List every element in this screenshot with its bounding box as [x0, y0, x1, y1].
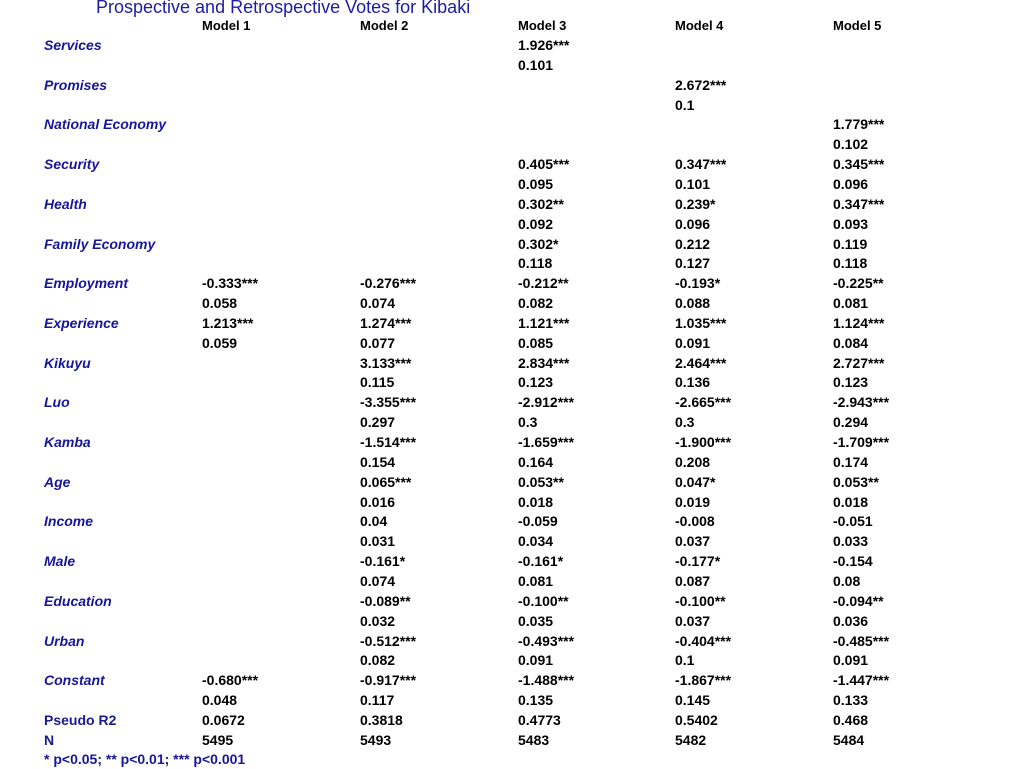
table-cell: -0.485*** [833, 632, 890, 649]
table-cell: 1.926*** [518, 37, 570, 53]
stat-row [0, 710, 1024, 730]
coefficient-row [0, 313, 1024, 333]
table-cell: -0.404*** [675, 632, 732, 649]
table-cell: 0.3 [675, 414, 695, 431]
table-cell: 0.347*** [833, 195, 885, 212]
table-cell: 5493 [360, 731, 392, 748]
table-cell: 0.035 [518, 612, 554, 629]
table-cell: -0.276*** [360, 275, 417, 292]
standard-error-row [0, 452, 1024, 472]
coefficient-row [0, 392, 1024, 412]
table-cell: 5482 [675, 731, 707, 748]
table-cell: 0.115 [360, 374, 395, 391]
table-cell: -3.355*** [360, 394, 417, 411]
row-label: National Economy [44, 116, 167, 133]
table-cell: 0.405*** [518, 156, 570, 173]
table-cell: 0.074 [360, 572, 396, 589]
table-cell: -0.917*** [360, 672, 417, 689]
row-label: N [44, 731, 55, 748]
table-cell: -0.100** [675, 592, 726, 609]
standard-error-row [0, 372, 1024, 392]
row-label: Family Economy [44, 235, 156, 252]
table-cell: 0.102 [833, 136, 869, 153]
table-cell: 0.119 [833, 235, 868, 252]
table-cell: 0.088 [675, 295, 711, 312]
standard-error-row [0, 531, 1024, 551]
table-cell: 0.174 [833, 453, 869, 470]
table-cell: 0.084 [833, 334, 869, 351]
standard-error-row [0, 412, 1024, 432]
table-cell: 0.468 [833, 711, 869, 728]
standard-error-row [0, 571, 1024, 591]
standard-error-row [0, 333, 1024, 353]
table-cell: 0.085 [518, 334, 554, 351]
table-cell: 0.135 [518, 692, 554, 709]
table-cell: 0.053** [833, 473, 879, 490]
table-cell: 0.059 [202, 334, 238, 351]
table-cell: -2.912*** [518, 394, 575, 411]
table-cell: 0.033 [833, 533, 869, 550]
table-cell: 0.145 [675, 692, 711, 709]
row-label: Urban [44, 632, 85, 649]
standard-error-row [0, 55, 1024, 75]
table-cell: 0.092 [518, 215, 554, 232]
table-cell: 0.345*** [833, 156, 885, 173]
table-cell: 0.091 [518, 652, 554, 669]
table-cell: -1.867*** [675, 672, 732, 689]
table-cell: 0.053** [518, 473, 564, 490]
table-cell: 0.031 [360, 533, 396, 550]
table-cell: 0.3818 [360, 711, 403, 728]
table-cell: -0.094** [833, 592, 884, 609]
table-cell: 0.3 [518, 414, 538, 431]
table-cell: -0.051 [833, 513, 873, 530]
row-label: Employment [44, 275, 129, 292]
standard-error-row [0, 690, 1024, 710]
table-cell: 1.035*** [675, 314, 727, 331]
table-cell: 0.081 [833, 295, 869, 312]
table-cell: -0.100** [518, 592, 569, 609]
table-cell: 0.133 [833, 692, 869, 709]
table-cell: -0.177* [675, 553, 721, 570]
table-cell: 0.034 [518, 533, 554, 550]
table-cell: -1.447*** [833, 672, 890, 689]
table-cell: 0.101 [518, 56, 554, 73]
stat-row [0, 730, 1024, 750]
standard-error-row [0, 134, 1024, 154]
standard-error-row [0, 174, 1024, 194]
coefficient-row [0, 551, 1024, 571]
coefficient-row [0, 670, 1024, 690]
table-cell: 5484 [833, 731, 865, 748]
table-cell: -0.225** [833, 275, 884, 292]
table-cell: -1.514*** [360, 434, 417, 450]
coefficient-row [0, 353, 1024, 373]
table-cell: 0.082 [360, 652, 396, 669]
table-cell: 0.074 [360, 295, 396, 312]
standard-error-row [0, 650, 1024, 670]
table-cell: 0.208 [675, 453, 711, 470]
table-cell: 0.154 [360, 453, 396, 470]
row-label: Pseudo R2 [44, 711, 117, 728]
table-cell: -0.333*** [202, 275, 259, 292]
table-cell: 0.302** [518, 195, 564, 212]
row-label: Promises [44, 76, 108, 93]
table-cell: 1.121*** [518, 314, 570, 331]
standard-error-row [0, 253, 1024, 273]
table-cell: 0.164 [518, 453, 554, 470]
table-cell: -2.943*** [833, 394, 890, 411]
table-cell: 0.136 [675, 374, 711, 391]
significance-footnote: * p<0.05; ** p<0.01; *** p<0.001 [44, 751, 246, 767]
table-cell: 0.04 [360, 513, 388, 530]
column-header-model-3: Model 3 [518, 18, 567, 33]
table-cell: 3.133*** [360, 354, 412, 371]
table-cell: 2.464*** [675, 354, 727, 371]
standard-error-row [0, 293, 1024, 313]
coefficient-row [0, 234, 1024, 254]
coefficient-row [0, 35, 1024, 55]
row-label: Education [44, 592, 112, 609]
table-cell: 0.036 [833, 612, 869, 629]
row-label: Kamba [44, 434, 91, 450]
table-cell: 0.127 [675, 255, 711, 272]
table-cell: -0.161* [518, 553, 564, 570]
table-cell: -0.212** [518, 275, 569, 292]
table-cell: 1.779*** [833, 116, 885, 133]
table-cell: 5495 [202, 731, 234, 748]
table-cell: -1.488*** [518, 672, 575, 689]
table-cell: -0.161* [360, 553, 406, 570]
table-cell: -1.709*** [833, 434, 890, 450]
row-label: Male [44, 553, 76, 570]
row-label: Luo [44, 394, 70, 411]
table-cell: 0.037 [675, 533, 711, 550]
coefficient-row [0, 432, 1024, 452]
row-label: Age [44, 473, 71, 490]
table-cell: 0.077 [360, 334, 396, 351]
table-cell: 2.672*** [675, 76, 727, 93]
table-cell: 0.016 [360, 493, 396, 510]
table-cell: 0.302* [518, 235, 559, 252]
coefficient-row [0, 194, 1024, 214]
table-cell: 0.1 [675, 96, 695, 113]
table-cell: 0.047* [675, 473, 716, 490]
row-label: Services [44, 37, 102, 53]
table-cell: 0.117 [360, 692, 395, 709]
table-cell: 0.212 [675, 235, 711, 252]
table-cell: -0.493*** [518, 632, 575, 649]
table-cell: 2.834*** [518, 354, 570, 371]
table-cell: 0.048 [202, 692, 238, 709]
row-label: Health [44, 195, 87, 212]
standard-error-row [0, 95, 1024, 115]
table-cell: 0.5402 [675, 711, 718, 728]
table-cell: 5483 [518, 731, 550, 748]
table-cell: -0.512*** [360, 632, 417, 649]
table-cell: -2.665*** [675, 394, 732, 411]
row-label: Security [44, 156, 100, 173]
coefficient-row [0, 631, 1024, 651]
table-cell: 2.727*** [833, 354, 885, 371]
column-header-model-1: Model 1 [202, 18, 251, 33]
table-cell: 0.032 [360, 612, 396, 629]
standard-error-row [0, 214, 1024, 234]
table-cell: 0.118 [833, 255, 868, 272]
row-label: Constant [44, 672, 105, 689]
standard-error-row [0, 611, 1024, 631]
coefficient-row [0, 75, 1024, 95]
table-cell: 0.239* [675, 195, 716, 212]
coefficient-row [0, 591, 1024, 611]
table-cell: 0.0672 [202, 711, 245, 728]
table-title: Prospective and Retrospective Votes for Kibaki [96, 0, 471, 17]
table-cell: 1.124*** [833, 314, 885, 331]
row-label: Experience [44, 314, 119, 331]
table-cell: 0.037 [675, 612, 711, 629]
table-cell: 0.087 [675, 572, 711, 589]
table-cell: 0.123 [833, 374, 869, 391]
table-cell: 0.018 [518, 493, 554, 510]
table-cell: 0.065*** [360, 473, 412, 490]
coefficient-row [0, 511, 1024, 531]
table-cell: 0.096 [675, 215, 711, 232]
coefficient-row [0, 154, 1024, 174]
table-cell: 0.018 [833, 493, 869, 510]
standard-error-row [0, 492, 1024, 512]
table-cell: 0.101 [675, 175, 711, 192]
table-cell: -1.659*** [518, 434, 575, 450]
table-cell: -0.193* [675, 275, 721, 292]
table-cell: 0.082 [518, 295, 554, 312]
table-cell: -0.008 [675, 513, 715, 530]
coefficient-row [0, 114, 1024, 134]
table-cell: -0.154 [833, 553, 873, 570]
row-label: Income [44, 513, 94, 530]
table-cell: 0.297 [360, 414, 396, 431]
table-cell: -0.680*** [202, 672, 259, 689]
table-cell: 0.091 [675, 334, 711, 351]
table-cell: 1.274*** [360, 314, 412, 331]
table-cell: 0.096 [833, 175, 869, 192]
coefficient-row [0, 472, 1024, 492]
table-cell: -0.059 [518, 513, 558, 530]
coefficient-row [0, 273, 1024, 293]
table-cell: 0.4773 [518, 711, 561, 728]
table-cell: -1.900*** [675, 434, 732, 450]
column-header-model-5: Model 5 [833, 18, 882, 33]
table-cell: 0.091 [833, 652, 869, 669]
table-cell: 0.1 [675, 652, 695, 669]
column-header-model-2: Model 2 [360, 18, 409, 33]
table-cell: 0.08 [833, 572, 861, 589]
table-cell: 0.095 [518, 175, 554, 192]
table-cell: 1.213*** [202, 314, 254, 331]
table-cell: 0.081 [518, 572, 554, 589]
table-cell: 0.019 [675, 493, 711, 510]
table-cell: 0.347*** [675, 156, 727, 173]
table-cell: 0.093 [833, 215, 869, 232]
column-header-model-4: Model 4 [675, 18, 724, 33]
table-cell: 0.123 [518, 374, 554, 391]
table-cell: 0.118 [518, 255, 553, 272]
row-label: Kikuyu [44, 354, 91, 371]
table-cell: -0.089** [360, 592, 411, 609]
table-cell: 0.294 [833, 414, 869, 431]
table-cell: 0.058 [202, 295, 238, 312]
